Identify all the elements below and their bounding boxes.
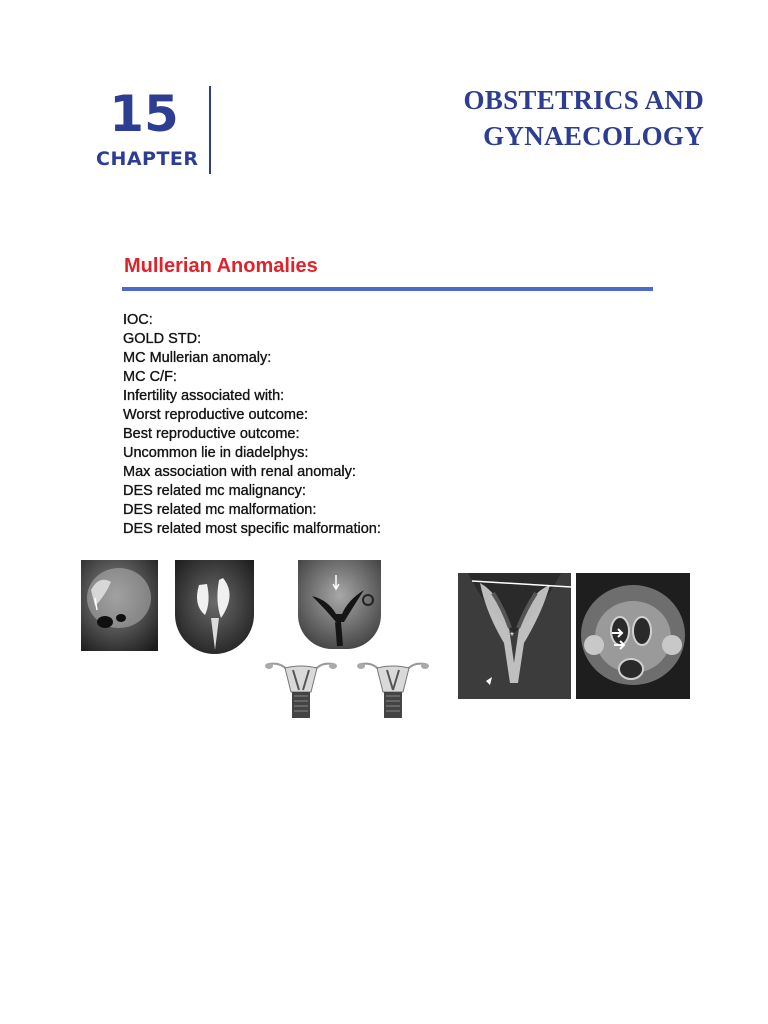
question-item: MC Mullerian anomaly: bbox=[123, 350, 272, 366]
question-item: Uncommon lie in diadelphys: bbox=[123, 445, 309, 461]
question-item: MC C/F: bbox=[123, 369, 177, 385]
question-item: Worst reproductive outcome: bbox=[123, 407, 309, 423]
chapter-label: CHAPTER bbox=[96, 148, 199, 170]
question-item: DES related most specific malformation: bbox=[123, 521, 381, 537]
hsg-image-3 bbox=[298, 560, 381, 649]
chapter-divider bbox=[209, 86, 211, 174]
question-item: Max association with renal anomaly: bbox=[123, 464, 356, 480]
question-item: IOC: bbox=[123, 312, 153, 328]
mri-axial bbox=[576, 573, 690, 699]
question-item: GOLD STD: bbox=[123, 331, 202, 347]
question-item: Best reproductive outcome: bbox=[123, 426, 300, 442]
hsg-image-1 bbox=[81, 560, 158, 651]
uterus-diagram-1 bbox=[263, 656, 339, 718]
section-underline bbox=[122, 287, 653, 291]
svg-text:*: * bbox=[510, 631, 514, 642]
hsg-image-2 bbox=[175, 560, 254, 654]
question-list bbox=[123, 311, 381, 539]
chapter-title-line-1: OBSTETRICS AND bbox=[463, 85, 704, 115]
question-item: DES related mc malformation: bbox=[123, 502, 317, 518]
chapter-title bbox=[463, 82, 704, 154]
question-item: Infertility associated with: bbox=[123, 388, 285, 404]
uterus-diagram-2 bbox=[355, 656, 431, 718]
question-item: DES related mc malignancy: bbox=[123, 483, 306, 499]
chapter-number: 15 bbox=[109, 85, 179, 143]
chapter-title-line-2: GYNAECOLOGY bbox=[483, 121, 704, 151]
mri-coronal bbox=[458, 573, 571, 699]
section-heading: Mullerian Anomalies bbox=[124, 255, 318, 277]
